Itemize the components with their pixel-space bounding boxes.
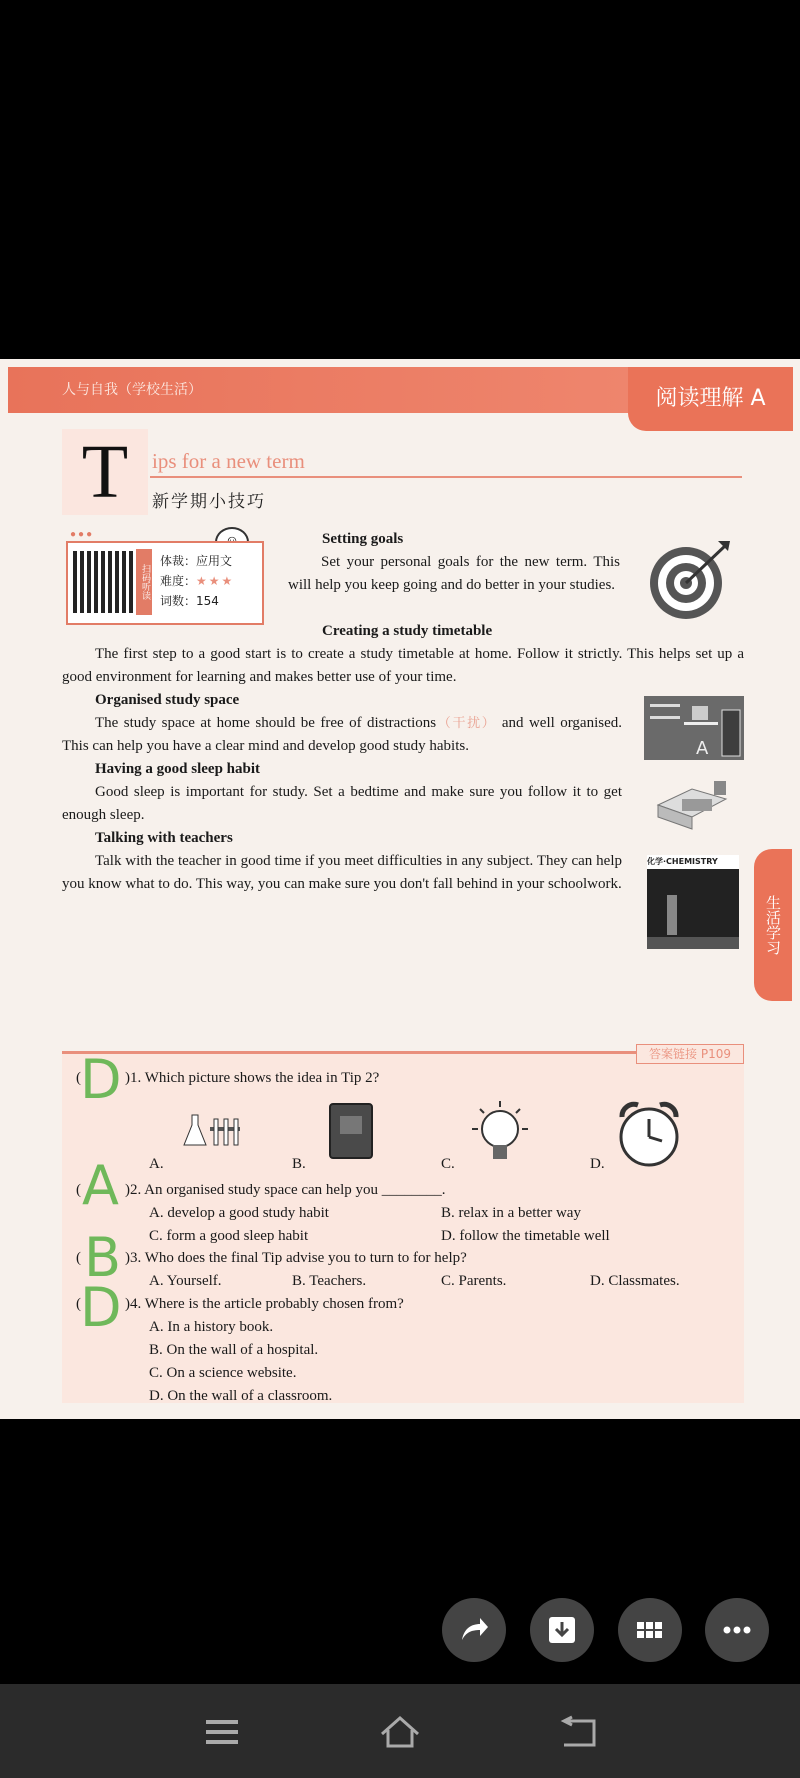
paren: (	[76, 1296, 81, 1312]
para-teachers: Talk with the teacher in good time if you meet difficulties in any subject. They can help you know what to do. This way, you can make sure you don't fall behind in your schoolwork.	[62, 853, 622, 892]
more-icon	[721, 1614, 753, 1646]
lab-equipment-picture	[174, 1111, 244, 1147]
download-icon	[546, 1614, 578, 1646]
para-sleep: Good sleep is important for study. Set a bedtime and make sure you follow it to get enough sleep.	[62, 784, 622, 823]
q3-option-a[interactable]: A. Yourself.	[149, 1273, 222, 1289]
info-box	[66, 529, 264, 625]
grid-icon	[634, 1614, 666, 1646]
para-study-space-a: The study space at home should be free of distractions	[95, 715, 437, 731]
document-page	[0, 359, 800, 1419]
q3-option-d[interactable]: D. Classmates.	[590, 1273, 680, 1289]
heading-sleep: Having a good sleep habit	[95, 761, 261, 777]
q4-option-d[interactable]: D. On the wall of a classroom.	[149, 1388, 333, 1404]
menu-button[interactable]	[200, 1710, 244, 1754]
more-button[interactable]	[705, 1598, 769, 1662]
q2-option-a[interactable]: A. develop a good study habit	[149, 1205, 329, 1221]
title-chinese: 新学期小技巧	[152, 492, 266, 512]
difficulty-stars: ★★★	[196, 574, 235, 588]
target-icon	[648, 537, 732, 621]
q1-option-c[interactable]: C.	[441, 1156, 455, 1172]
alarm-clock-picture	[614, 1099, 684, 1169]
q2-option-b[interactable]: B. relax in a better way	[441, 1205, 581, 1221]
para-study-space	[62, 712, 622, 758]
chemistry-board-picture	[647, 855, 739, 949]
qr-code-icon[interactable]	[73, 551, 133, 613]
q1-option-b[interactable]: B.	[292, 1156, 306, 1172]
home-button[interactable]	[378, 1710, 422, 1754]
side-tab-life-study[interactable]: 生活学习	[754, 849, 792, 1001]
q4-option-b[interactable]: B. On the wall of a hospital.	[149, 1342, 319, 1358]
heading-timetable: Creating a study timetable	[322, 623, 493, 639]
heading-setting-goals: Setting goals	[322, 531, 404, 547]
para-setting-goals: Set your personal goals for the new term. This will help you keep going and do better in your studies.	[288, 554, 620, 593]
download-button[interactable]	[530, 1598, 594, 1662]
para-timetable: The first step to a good start is to create a study timetable at home. Follow it strictly. This helps set up a good environment for learning and makes better use of your time.	[62, 646, 744, 685]
system-nav-bar	[0, 1684, 800, 1778]
back-icon	[558, 1715, 598, 1749]
share-button[interactable]	[442, 1598, 506, 1662]
title-english: ips for a new term	[152, 449, 305, 473]
menu-icon	[204, 1717, 240, 1747]
question-2-stem: )2. An organised study space can help you ________.	[125, 1182, 446, 1198]
svg-text:A: A	[696, 738, 709, 759]
light-bulb-picture	[462, 1099, 538, 1169]
difficulty-label: 难度：	[160, 574, 197, 588]
dots-icon: ●●●	[70, 529, 95, 540]
question-3-stem: )3. Who does the final Tip advise you to turn to for help?	[125, 1250, 467, 1266]
paren: (	[76, 1250, 81, 1266]
paren: (	[76, 1070, 81, 1086]
handwritten-answer-2: A	[82, 1154, 119, 1217]
handwritten-answer-3: B	[84, 1226, 122, 1289]
share-icon	[458, 1614, 490, 1646]
question-4-stem: )4. Where is the article probably chosen from?	[125, 1296, 404, 1312]
handwritten-answer-1: D	[80, 1048, 122, 1111]
heading-teachers: Talking with teachers	[95, 830, 233, 846]
gloss-note: （干扰）	[436, 716, 497, 731]
qr-label: 扫码听读	[136, 549, 152, 615]
q1-option-d[interactable]: D.	[590, 1156, 605, 1172]
q1-option-a[interactable]: A.	[149, 1156, 164, 1172]
header-banner	[8, 367, 793, 413]
para-study-space-b: and well organised. This can help you have a clear mind and develop good study habits.	[62, 715, 622, 754]
paren: (	[76, 1182, 81, 1198]
heading-study-space: Organised study space	[95, 692, 240, 708]
title-initial: T	[62, 429, 148, 515]
board-label: 化学·CHEMISTRY	[647, 855, 739, 869]
apps-button[interactable]	[618, 1598, 682, 1662]
banner-category: 人与自我（学校生活）	[62, 382, 202, 398]
book-picture	[328, 1102, 374, 1160]
q4-option-c[interactable]: C. On a science website.	[149, 1365, 297, 1381]
q3-option-c[interactable]: C. Parents.	[441, 1273, 507, 1289]
q3-option-b[interactable]: B. Teachers.	[292, 1273, 367, 1289]
question-1-stem: )1. Which picture shows the idea in Tip 2?	[125, 1070, 380, 1086]
q2-option-d[interactable]: D. follow the timetable well	[441, 1228, 610, 1244]
title-divider	[150, 476, 742, 478]
home-icon	[378, 1714, 422, 1750]
q2-option-c[interactable]: C. form a good sleep habit	[149, 1228, 309, 1244]
bedroom-picture	[652, 775, 732, 831]
back-button[interactable]	[556, 1710, 600, 1754]
genre: 体裁：应用文	[160, 554, 233, 568]
handwritten-answer-4: D	[80, 1276, 122, 1339]
study-space-picture	[644, 696, 744, 760]
q4-option-a[interactable]: A. In a history book.	[149, 1319, 274, 1335]
answer-link[interactable]: 答案链接 P109	[636, 1044, 744, 1064]
word-count: 词数：154	[160, 594, 219, 608]
banner-tab: 阅读理解 A	[628, 367, 793, 431]
